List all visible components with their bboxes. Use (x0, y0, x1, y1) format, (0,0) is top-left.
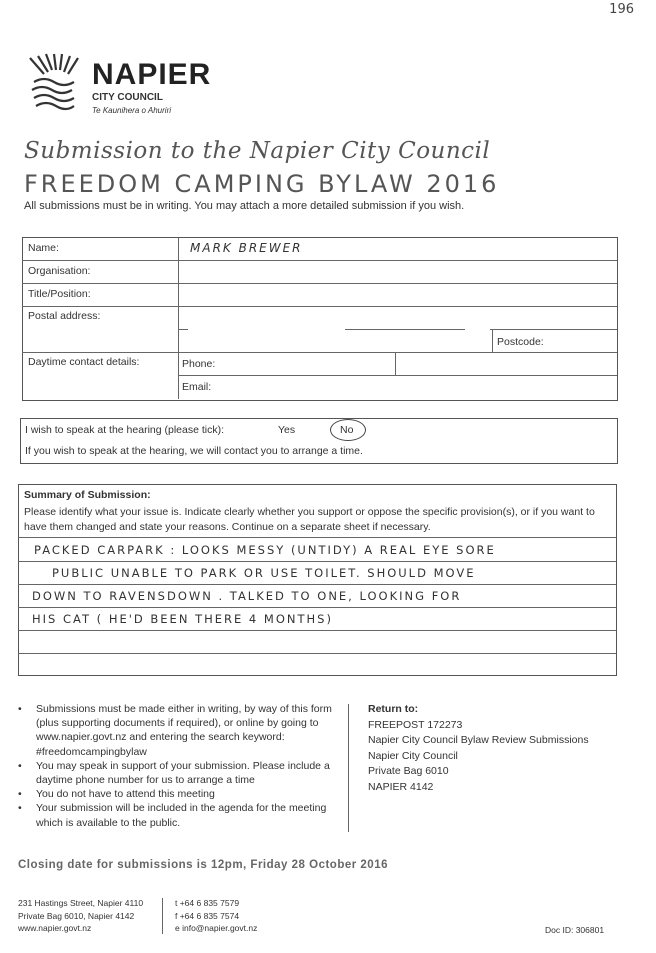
summary-line-1[interactable]: PACKED CARPARK : LOOKS MESSY (UNTIDY) A REAL EYE SORE (34, 543, 496, 557)
postcode-label: Postcode: (497, 336, 544, 348)
org-sub: CITY COUNCIL (92, 92, 163, 103)
note-item: • Your submission will be included in the agenda for the meeting which is available to the public. (18, 801, 340, 829)
footer-address-line: 231 Hastings Street, Napier 4110 (18, 898, 144, 908)
note-item: • You do not have to attend this meeting (18, 787, 340, 801)
footer-contact (175, 897, 257, 935)
hearing-question: I wish to speak at the hearing (please tick): (25, 424, 225, 436)
form-subtitle: FREEDOM CAMPING BYLAW 2016 (24, 170, 500, 198)
footer-website: www.napier.govt.nz (18, 923, 92, 933)
closing-date: Closing date for submissions is 12pm, Friday 28 October 2016 (18, 859, 388, 871)
summary-line-3[interactable]: DOWN TO RAVENSDOWN . TALKED TO ONE, LOOKING FOR (32, 589, 462, 603)
intro-text: All submissions must be in writing. You may attach a more detailed submission if you wish. (24, 200, 465, 212)
return-line: Napier City Council Bylaw Review Submissions (368, 734, 589, 746)
doc-id: Doc ID: 306801 (545, 925, 605, 935)
note-item: • Submissions must be made either in writing, by way of this form (plus supporting documents if required), or online by going to www.napier.govt.nz and entering the search keyword: #freedomcampingbylaw (18, 702, 340, 759)
return-line: Private Bag 6010 (368, 765, 449, 777)
form-title: Submission to the Napier City Council (24, 138, 491, 164)
title-position-label: Title/Position: (28, 288, 91, 300)
return-divider (348, 704, 349, 832)
hearing-no-label: No (340, 424, 354, 436)
hearing-note: If you wish to speak at the hearing, we will contact you to arrange a time. (25, 445, 363, 457)
postal-address-label: Postal address: (28, 310, 101, 322)
contact-details-label: Daytime contact details: (28, 356, 140, 368)
footer-fax: f +64 6 835 7574 (175, 910, 240, 921)
footer-email: e info@napier.govt.nz (175, 923, 258, 933)
footer-divider (162, 898, 163, 934)
return-address (368, 702, 589, 795)
summary-line-4[interactable]: HIS CAT ( HE'D BEEN THERE 4 MONTHS) (32, 612, 333, 626)
footer-address-line: Private Bag 6010, Napier 4142 (18, 910, 135, 921)
footer-phone: t +64 6 835 7579 (175, 898, 240, 908)
phone-label: Phone: (182, 358, 216, 370)
submission-notes (18, 702, 340, 830)
summary-instructions: Please identify what your issue is. Indicate clearly whether you support or oppose the specific provision(s), or if you want to have them changed and state your reasons. Continue on a separate sheet if necessary. (24, 506, 595, 533)
return-line: Napier City Council (368, 749, 458, 762)
organisation-label: Organisation: (28, 265, 91, 277)
hearing-yes-option[interactable]: Yes (278, 424, 296, 436)
page-number: 196 (609, 2, 634, 17)
note-item: • You may speak in support of your submission. Please include a daytime phone number for us to arrange a time (18, 759, 340, 787)
return-line: FREEPOST 172273 (368, 718, 463, 731)
napier-council-logo-icon (24, 52, 94, 122)
org-maori: Te Kaunihera o Ahuriri (92, 106, 172, 115)
details-box (22, 237, 618, 401)
return-heading: Return to: (368, 703, 419, 715)
return-line: NAPIER 4142 (368, 780, 434, 793)
name-label: Name: (28, 242, 59, 254)
org-name: NAPIER (92, 58, 212, 91)
summary-heading: Summary of Submission: (24, 489, 151, 501)
name-field[interactable]: MARK BREWER (190, 241, 303, 255)
summary-line-2[interactable]: PUBLIC UNABLE TO PARK OR USE TOILET. SHOULD MOVE (52, 566, 476, 580)
footer-address (18, 897, 143, 935)
email-label: Email: (182, 381, 212, 393)
